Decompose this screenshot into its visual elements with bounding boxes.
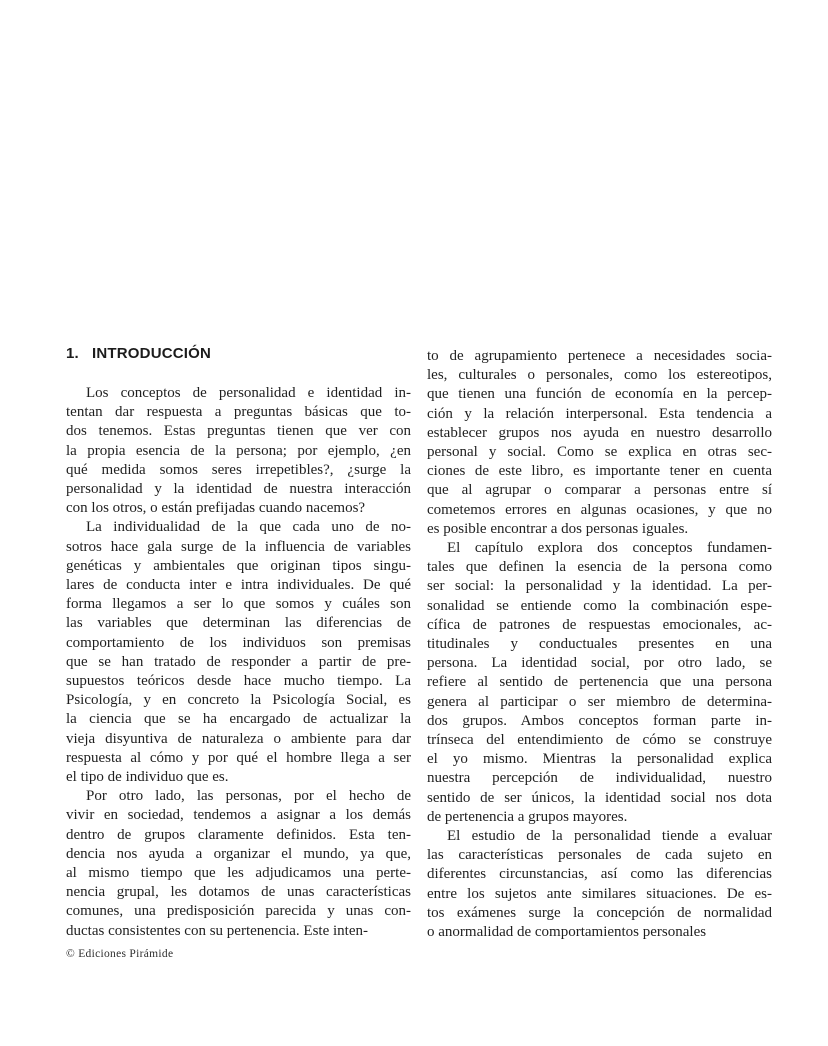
section-number: 1. <box>66 345 79 362</box>
copyright-footer: © Ediciones Pirámide <box>66 948 174 960</box>
text-line: lares de conducta inter e intra individuales. De qué <box>66 577 411 594</box>
text-line: que se han tratado de responder a partir de pre- <box>66 653 411 670</box>
text-line: supuestos teóricos desde hace mucho tiempo. La <box>66 673 411 690</box>
text-line: sotros hace gala surge de la influencia de variables <box>66 538 411 555</box>
text-line: dencia nos ayuda a organizar el mundo, ya que, <box>66 845 411 862</box>
text-line: el tipo de individuo que es. <box>66 769 229 786</box>
text-line: de pertenencia a grupos mayores. <box>427 808 628 825</box>
text-line: diferentes circunstancias, así como las diferencias <box>427 866 772 883</box>
text-line: Los conceptos de personalidad e identidad in- <box>86 385 411 401</box>
text-line: personalidad y la identidad de nuestra interacción <box>66 481 411 498</box>
left-column-text <box>66 384 411 941</box>
text-line: que tienen una función de economía en la percep- <box>427 386 772 403</box>
section-title: INTRODUCCIÓN <box>92 345 212 362</box>
text-line: las variables que determinan las diferencias de <box>66 615 411 632</box>
text-line: la propia esencia de la persona; por ejemplo, ¿en <box>66 442 411 459</box>
text-line: sentido de ser únicos, la identidad social nos dota <box>427 789 772 806</box>
left-column <box>66 344 411 941</box>
section-heading <box>66 344 411 363</box>
text-line: establecer grupos nos ayuda en nuestro desarrollo <box>427 424 772 441</box>
text-line: genéticas y ambientales que originan tipos singu- <box>66 557 411 574</box>
text-line: cífica de patrones de respuestas emocionales, ac- <box>427 616 772 633</box>
text-line: tales que definen la esencia de la persona como <box>427 559 772 576</box>
text-line: persona. La identidad social, por otro lado, se <box>427 655 772 672</box>
text-line: genera al participar o ser miembro de determina- <box>427 693 772 710</box>
text-line: qué medida somos seres irrepetibles?, ¿surge la <box>66 461 411 478</box>
text-line: tentan dar respuesta a preguntas básicas que to- <box>66 404 411 421</box>
right-column <box>427 347 772 942</box>
text-line: Por otro lado, las personas, por el hecho de <box>86 788 411 805</box>
text-line: ser social: la personalidad y la identidad. La per- <box>427 578 772 595</box>
text-line: nencia grupal, les dotamos de unas características <box>66 884 411 901</box>
text-line: ciones de este libro, es importante tener en cuenta <box>427 463 772 480</box>
text-line: Psicología, y en concreto la Psicología Social, es <box>66 692 411 709</box>
text-line: sonalidad se entiende como la combinación espe- <box>427 597 772 614</box>
text-line: cometemos errores en algunas ocasiones, y que no <box>427 501 772 518</box>
text-line: dos grupos. Ambos conceptos forman parte in- <box>427 712 772 729</box>
text-line: El estudio de la personalidad tiende a evaluar <box>447 828 772 845</box>
text-line: to de agrupamiento pertenece a necesidades socia- <box>427 348 772 364</box>
text-line: personal y social. Como se explica en otras sec- <box>427 444 772 461</box>
text-line: dentro de grupos claramente definidos. Esta ten- <box>66 826 411 843</box>
text-line: comunes, una predisposición parecida y unas con- <box>66 903 411 920</box>
text-line: o anormalidad de comportamientos personales <box>427 924 707 941</box>
text-line: titudinales y conductuales presentes en una <box>427 636 772 653</box>
text-line: ductas consistentes con su pertenencia. Este inten- <box>66 922 368 939</box>
text-line: dos tenemos. Estas preguntas tienen que ver con <box>66 423 411 440</box>
text-line: les, culturales o personales, como los estereotipos, <box>427 367 772 384</box>
text-line: con los otros, o están prefijadas cuando nacemos? <box>66 500 366 517</box>
text-line: ción y la relación interpersonal. Esta tendencia a <box>427 405 772 422</box>
text-line: comportamiento de los individuos son premisas <box>66 634 411 651</box>
text-line: el yo mismo. Mientras la personalidad explica <box>427 751 772 768</box>
text-line: al mismo tiempo que les adjudicamos una perte- <box>66 865 411 882</box>
text-line: respuesta al cómo y por qué el hombre llega a ser <box>66 749 411 766</box>
text-line: vivir en sociedad, tendemos a asignar a los demás <box>66 807 411 824</box>
text-line: forma llegamos a ser lo que somos y cuáles son <box>66 596 411 613</box>
text-line: las características personales de cada sujeto en <box>427 847 772 864</box>
text-line: trínseca del entendimiento de cómo se construye <box>427 732 772 749</box>
text-line: que al agrupar o comparar a personas entre sí <box>427 482 772 499</box>
text-line: La individualidad de la que cada uno de no- <box>86 519 411 536</box>
text-line: entre los sujetos ante similares situaciones. De es- <box>427 885 772 902</box>
text-line: tos exámenes surge la concepción de normalidad <box>427 904 772 921</box>
text-line: es posible encontrar a dos personas iguales. <box>427 520 689 537</box>
right-column-text <box>427 347 772 942</box>
text-line: El capítulo explora dos conceptos fundamen- <box>447 540 772 557</box>
text-line: nuestra percepción de individualidad, nuestro <box>427 770 772 787</box>
text-line: refiere al sentido de pertenencia que una persona <box>427 674 772 691</box>
text-line: la ciencia que se ha encargado de actualizar la <box>66 711 411 728</box>
text-line: vieja disyuntiva de naturaleza o ambiente para dar <box>66 730 411 747</box>
